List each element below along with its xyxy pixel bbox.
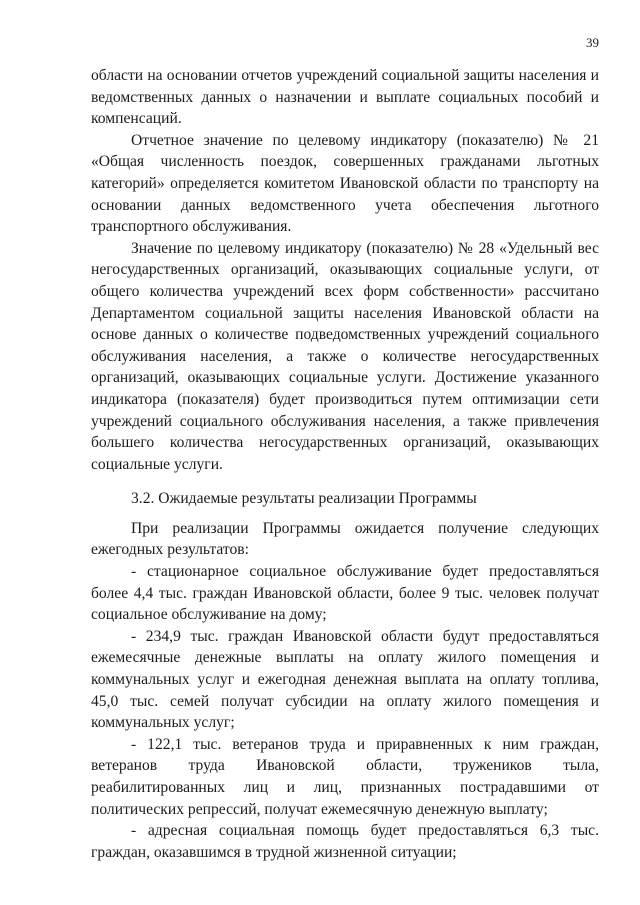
list-item-veterans-payments: - 122,1 тыс. ветеранов труда и приравненных к ним граждан, ветеранов труда Ивановской области, тружеников тыла, реабилитированных лиц и лиц, признанных пострадавшими от политических репрессий, получат ежемесячную денежную выплату; bbox=[91, 735, 599, 818]
paragraph-indicator-28: Значение по целевому индикатору (показателю) № 28 «Удельный вес негосударственных организаций, оказывающих социальные услуги, от общего количества учреждений всех форм собственности» рассчитано Департаментом социальной защиты населения Ивановской области на основе данных о количестве подведомственных учреждений социального обслуживания населения, а также о количестве негосударственных организаций, оказывающих социальные услуги. Достижение указанного индикатора (показателя) будет производиться путем оптимизации сети учреждений социального обслуживания населения, а также привлечения большего количества негосударственных организаций, оказывающих социальные услуги. bbox=[91, 239, 599, 473]
paragraph-indicator-21: Отчетное значение по целевому индикатору (показателю) № 21 «Общая численность поездок, совершенных гражданами льготных категорий» определяется комитетом Ивановской области по транспорту на основании данных ведомственного учета обеспечения льготного транспортного обслуживания. bbox=[91, 131, 599, 236]
document-body bbox=[91, 65, 599, 863]
list-item-monthly-payments: - 234,9 тыс. граждан Ивановской области будут предоставляться ежемесячные денежные выплаты на оплату жилого помещения и коммунальных услуг и ежегодная денежная выплата на оплату топлива, 45,0 тыс. семей получат субсидии на оплату жилого помещения и коммунальных услуг; bbox=[91, 627, 599, 732]
paragraph-continuation: области на основании отчетов учреждений социальной защиты населения и ведомственных данных о назначении и выплате социальных пособий и компенсаций. bbox=[91, 67, 599, 128]
page-number: 39 bbox=[586, 35, 599, 50]
list-item-targeted-assistance: - адресная социальная помощь будет предоставляться 6,3 тыс. граждан, оказавшимся в трудной жизненной ситуации; bbox=[91, 822, 599, 861]
section-heading: 3.2. Ожидаемые результаты реализации Программы bbox=[131, 490, 477, 508]
list-item-stationary-service: - стационарное социальное обслуживание будет предоставляться более 4,4 тыс. граждан Ивановской области, более 9 тыс. человек получат социальное обслуживание на дому; bbox=[91, 563, 599, 624]
paragraph-intro-results: При реализации Программы ожидается получение следующих ежегодных результатов: bbox=[91, 519, 599, 559]
